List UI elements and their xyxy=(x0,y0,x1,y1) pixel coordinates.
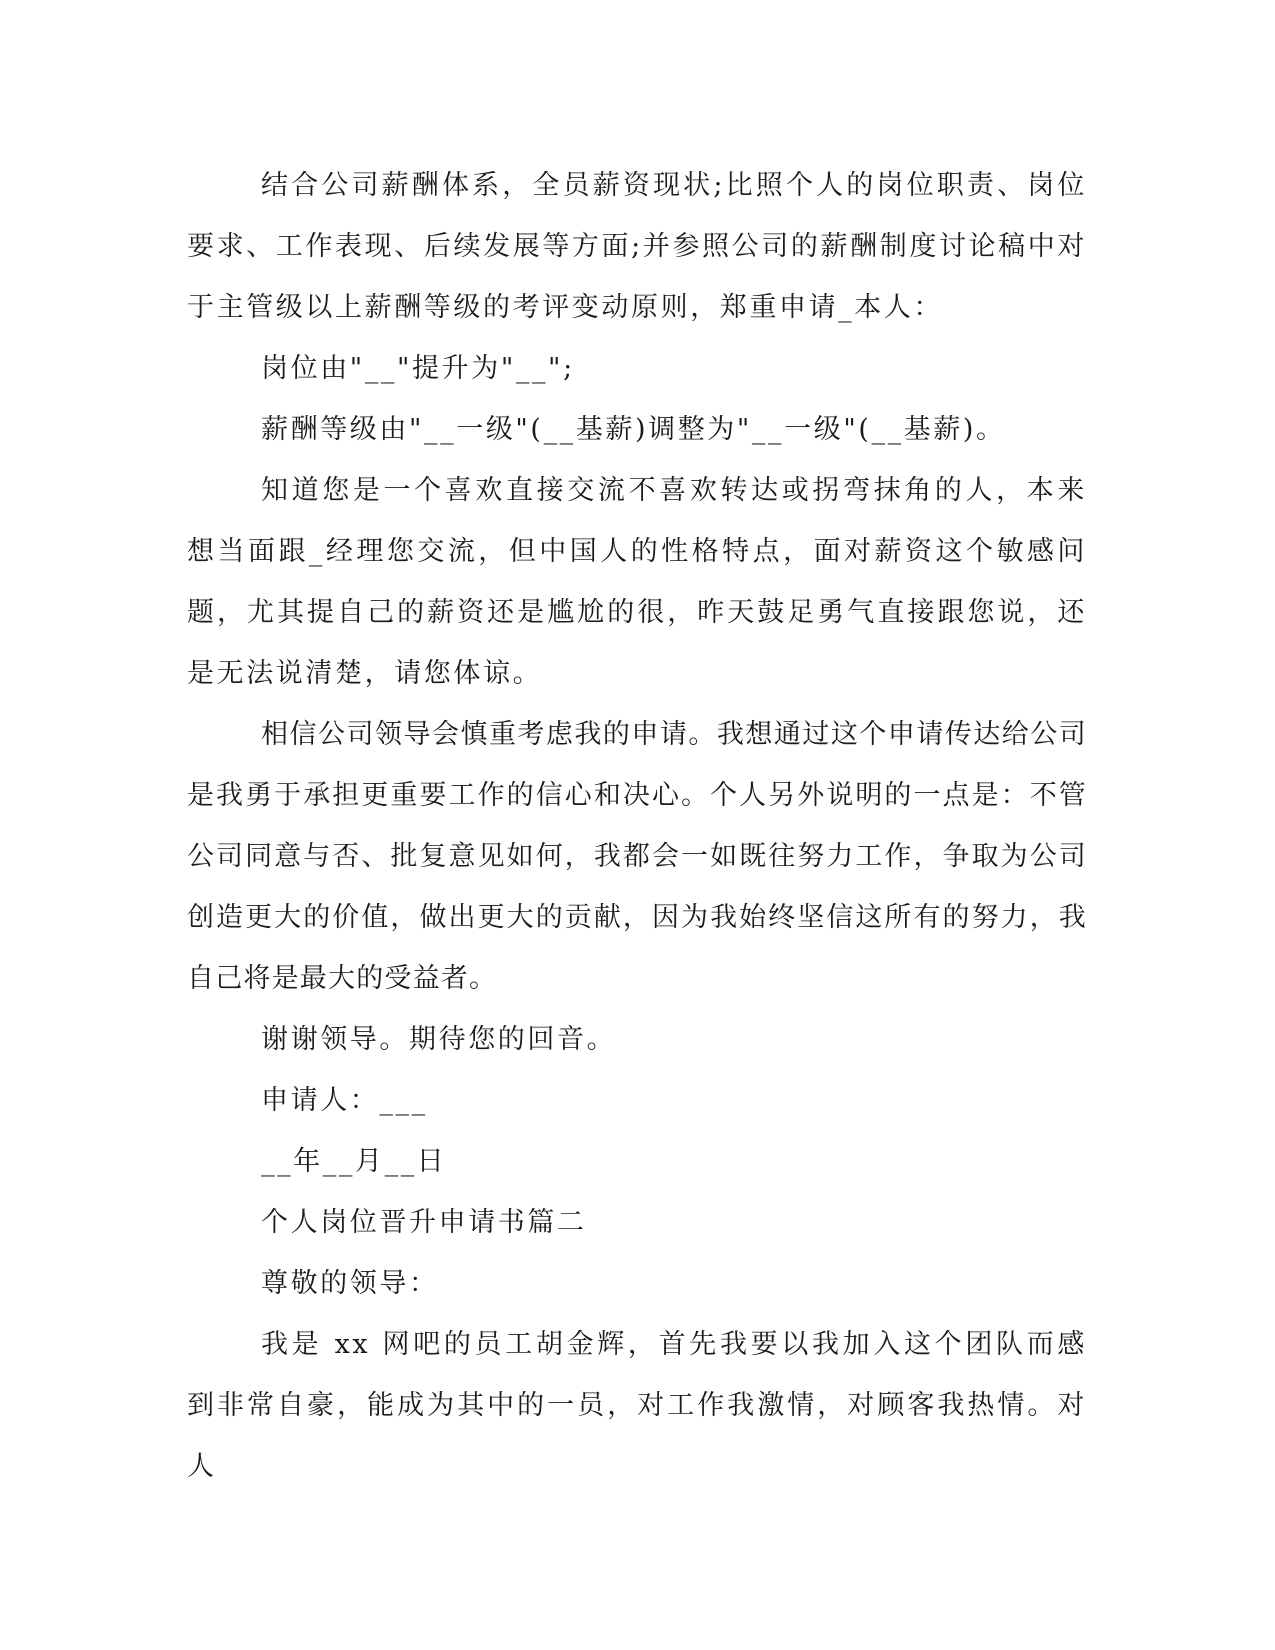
paragraph-salary-grade-change: 薪酬等级由"__一级"(__基薪)调整为"__一级"(__基薪)。 xyxy=(261,414,1006,445)
paragraph-position-change: 岗位由"__"提升为"__"; xyxy=(261,353,575,384)
paragraph-self-introduction: 我是 xx 网吧的员工胡金辉，首先我要以我加入这个团队而感到非常自豪，能成为其中的一员，对工作我激情，对顾客我热情。对人 xyxy=(187,1329,1087,1482)
paragraph-salary-basis: 结合公司薪酬体系，全员薪资现状;比照个人的岗位职责、岗位要求、工作表现、后续发展等方面;并参照公司的薪酬制度讨论稿中对于主管级以上薪酬等级的考评变动原则，郑重申请_本人： xyxy=(187,170,1087,323)
paragraph-salutation: 尊敬的领导： xyxy=(261,1268,439,1299)
section-title-part-two: 个人岗位晋升申请书篇二 xyxy=(261,1207,587,1238)
paragraph-date: __年__月__日 xyxy=(261,1146,447,1177)
paragraph-commitment: 相信公司领导会慎重考虑我的申请。我想通过这个申请传达给公司是我勇于承担更重要工作的信心和决心。个人另外说明的一点是：不管公司同意与否、批复意见如何，我都会一如既往努力工作，争取为公司创造更大的价值，做出更大的贡献，因为我始终坚信这所有的努力，我自己将是最大的受益者。 xyxy=(187,719,1087,994)
document-body xyxy=(187,155,1087,1497)
paragraph-thanks: 谢谢领导。期待您的回音。 xyxy=(261,1024,617,1055)
paragraph-applicant: 申请人：___ xyxy=(261,1085,428,1116)
paragraph-communication: 知道您是一个喜欢直接交流不喜欢转达或拐弯抹角的人，本来想当面跟_经理您交流，但中国人的性格特点，面对薪资这个敏感问题，尤其提自己的薪资还是尴尬的很，昨天鼓足勇气直接跟您说，还是无法说清楚，请您体谅。 xyxy=(187,475,1087,689)
